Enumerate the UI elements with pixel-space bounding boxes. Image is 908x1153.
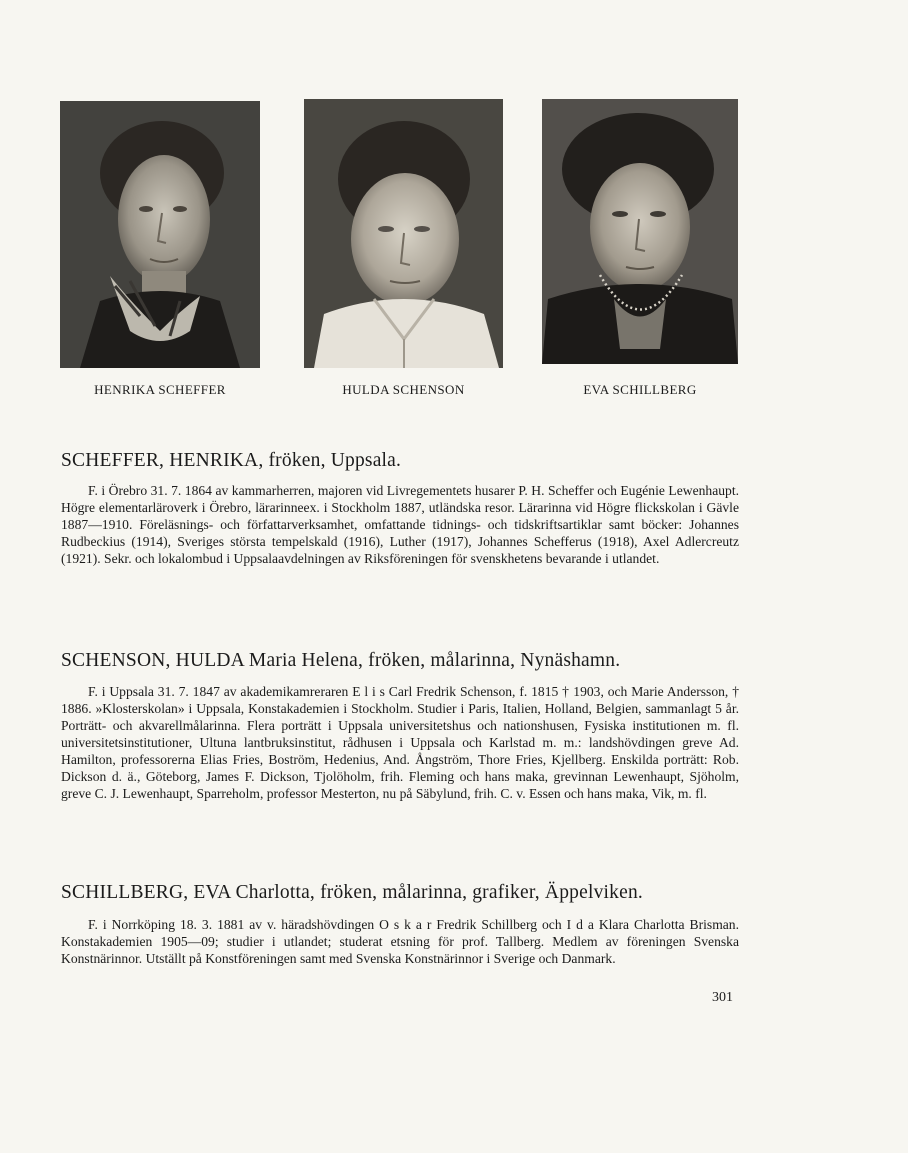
entry-body-schillberg: F. i Norrköping 18. 3. 1881 av v. häradshövdingen O s k a r Fredrik Schillberg och I d a Klara Charlotta Brisman. Konstakademien 1905—09; studier i utlandet; studerat etsning för prof. Tallberg. Medlem av föreningen Svenska Konstnärinnor. Utställt på Konstföreningen samt med Svenska Konstnärinnor i Sverige och Danmark. [61, 917, 739, 966]
portrait-caption-hulda-schenson: HULDA SCHENSON [342, 382, 465, 397]
portrait-caption-henrika-scheffer: HENRIKA SCHEFFER [94, 382, 226, 397]
entry-heading-scheffer: SCHEFFER, HENRIKA, fröken, Uppsala. [61, 450, 402, 471]
entry-body-schenson: F. i Uppsala 31. 7. 1847 av akademikamreraren E l i s Carl Fredrik Schenson, f. 1815 † 1903, och Marie Andersson, † 1886. »Klosterskolan» i Uppsala, Konstakademien i Stockholm. Studier i Paris, Italien, Holland, Belgien, sammanlagt 5 år. Porträtt- och akvarellmålarinna. Flera porträtt i Uppsala universitetshus och nationshusen, Fysiska institutionen m. fl. universitetsinstitutioner, Ultuna lantbruksinstitut, rådhusen i Uppsala och Karlstad m. m.: landshövdingen greve Ad. Hamilton, professorerna Elias Fries, Boström, Hedenius, And. Ångström, Thore Fries, Kjellberg. Enskilda porträtt: Rob. Dickson d. ä., Göteborg, James F. Dickson, Tjolöholm, frih. Fleming och hans maka, grevinnan Lewenhaupt, Sjöholm, greve C. J. Lewenhaupt, Sparreholm, professor Mesterton, nu på Säbylund, frih. C. v. Essen och hans maka, Vik, m. fl. [61, 684, 739, 801]
portrait-caption-eva-schillberg: EVA SCHILLBERG [583, 382, 697, 397]
portrait-photo-eva-schillberg [542, 99, 738, 364]
entry-body-scheffer: F. i Örebro 31. 7. 1864 av kammarherren, majoren vid Livregementets husarer P. H. Scheffer och Eugénie Lewenhaupt. Högre elementarläroverk i Örebro, lärarinneex. i Stockholm 1887, utländska resor. Lärarinna vid Högre flickskolan i Gävle 1887—1910. Föreläsnings- och författarverksamhet, omfattande tidnings- och tidskriftsartiklar samt böcker: Johannes Rudbeckius (1914), Sveriges största tempelskald (1916), Luther (1917), Johannes Schefferus (1918), Axel Adlercreutz (1921). Sekr. och lokalombud i Uppsalaavdelningen av Riksföreningen för svenskhetens bevarande i utlandet. [61, 483, 739, 566]
entry-heading-schenson: SCHENSON, HULDA Maria Helena, fröken, målarinna, Nynäshamn. [61, 650, 621, 671]
portrait-photo-hulda-schenson [304, 99, 503, 368]
page-number: 301 [712, 990, 733, 1005]
entry-heading-schillberg: SCHILLBERG, EVA Charlotta, fröken, målarinna, grafiker, Äppelviken. [61, 882, 643, 903]
portrait-photo-henrika-scheffer [60, 101, 260, 368]
